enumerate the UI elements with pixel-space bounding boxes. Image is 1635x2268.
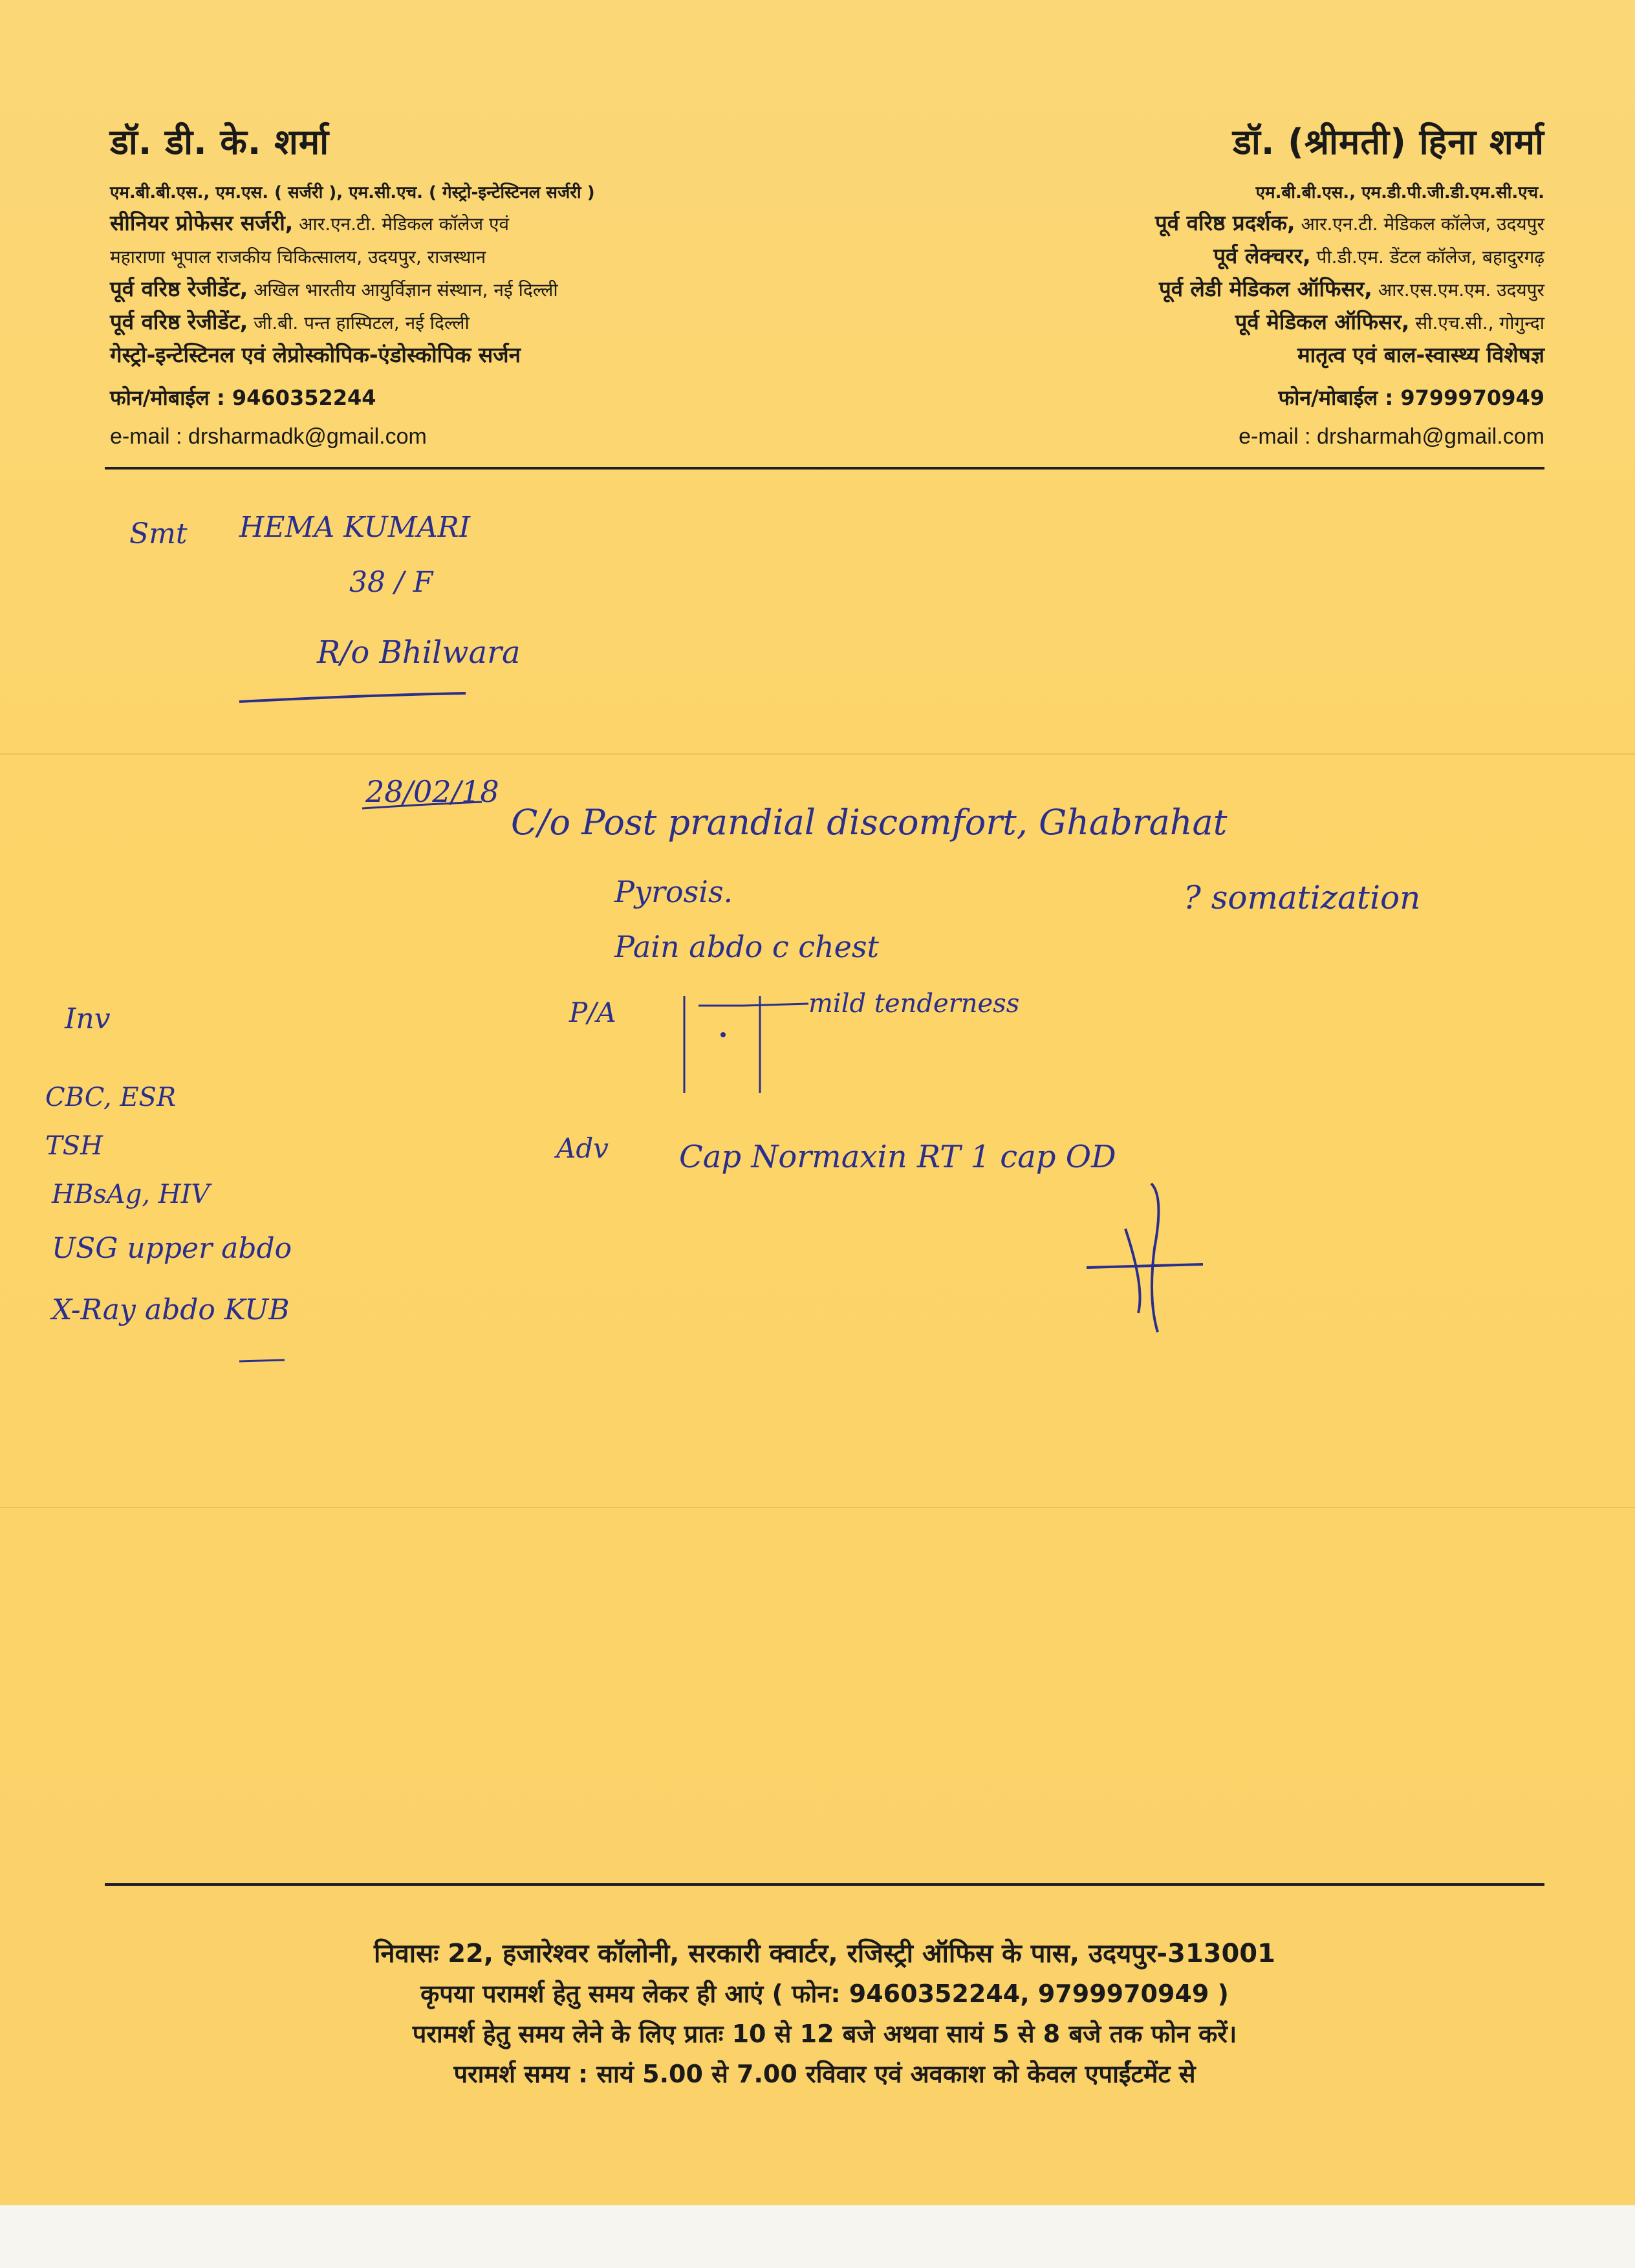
investigation-item: HBsAg, HIV xyxy=(52,1180,210,1209)
complaint-line: Pyrosis. xyxy=(614,874,733,909)
right-doctor-qualification: एम.बी.बी.एस., एम.डी.पी.जी.डी.एम.सी.एच. xyxy=(1255,183,1544,202)
patient-prefix: Smt xyxy=(129,517,188,550)
patient-age-sex: 38 / F xyxy=(349,566,433,599)
end-stroke xyxy=(239,1360,285,1361)
right-doctor-name: डॉ. (श्रीमती) हिना शर्मा xyxy=(1232,122,1544,162)
investigations-label: Inv xyxy=(65,1002,111,1035)
patient-name: HEMA KUMARI xyxy=(239,511,471,544)
right-doctor-phone: फोन/मोबाईल : 9799970949 xyxy=(1278,385,1544,410)
investigation-item: X-Ray abdo KUB xyxy=(52,1293,290,1326)
footer-address: निवासः 22, हजारेश्वर कॉलोनी, सरकारी क्वार्टर, रजिस्ट्री ऑफिस के पास, उदयपुर-313001 xyxy=(374,1939,1275,1969)
investigation-item: USG upper abdo xyxy=(52,1232,292,1265)
right-doctor-line: पूर्व मेडिकल ऑफिसर, सी.एच.सी., गोगुन्दा xyxy=(1235,309,1544,334)
abdomen-sketch xyxy=(684,996,760,1093)
footer-address-block xyxy=(103,1934,1546,2094)
investigation-item: TSH xyxy=(45,1131,103,1161)
left-doctor-line: गेस्ट्रो-इन्टेस्टिनल एवं लेप्रोस्कोपिक-एंडोस्कोपिक सर्जन xyxy=(110,342,521,367)
doctor-signature xyxy=(1087,1183,1203,1332)
complaint-line: Pain abdo c chest xyxy=(614,929,879,964)
footer-divider xyxy=(105,1883,1544,1886)
exam-finding: mild tenderness xyxy=(808,989,1020,1019)
footer-appointment-note: कृपया परामर्श हेतु समय लेकर ही आएं ( फोन: 9460352244, 9799970949 ) xyxy=(420,1980,1229,2008)
left-doctor-line: पूर्व वरिष्ठ रेजीडेंट, जी.बी. पन्त हास्पिटल, नई दिल्ली xyxy=(110,309,470,334)
left-doctor-name: डॉ. डी. के. शर्मा xyxy=(110,122,330,162)
footer-consultation-timings: परामर्श समय : सायं 5.00 से 7.00 रविवार एवं अवकाश को केवल एपाईंटमेंट से xyxy=(453,2060,1196,2088)
left-doctor-line: महाराणा भूपाल राजकीय चिकित्सालय, उदयपुर, राजस्थान xyxy=(110,246,486,268)
right-doctor-line: पूर्व लेक्चरर, पी.डी.एम. डेंटल कॉलेज, बहादुरगढ़ xyxy=(1213,243,1544,268)
pointer-line xyxy=(744,1004,808,1006)
left-doctor-line: पूर्व वरिष्ठ रेजीडेंट, अखिल भारतीय आयुर्विज्ञान संस्थान, नई दिल्ली xyxy=(110,276,558,301)
right-doctor-email: e-mail : drsharmah@gmail.com xyxy=(1239,424,1544,449)
right-doctor-line: पूर्व लेडी मेडिकल ऑफिसर, आर.एस.एम.एम. उदयपुर xyxy=(1158,276,1544,301)
medication: Cap Normaxin RT 1 cap OD xyxy=(679,1139,1116,1175)
investigation-item: CBC, ESR xyxy=(45,1083,177,1112)
exam-label: P/A xyxy=(569,997,616,1028)
left-doctor-line: सीनियर प्रोफेसर सर्जरी, आर.एन.टी. मेडिकल कॉलेज एवं xyxy=(110,210,510,235)
left-doctor-qualification: एम.बी.बी.एस., एम.एस. ( सर्जरी ), एम.सी.एच. ( गेस्ट्रो-इन्टेस्टिनल सर्जरी ) xyxy=(110,183,595,202)
left-doctor-email: e-mail : drsharmadk@gmail.com xyxy=(110,424,427,449)
provisional-diagnosis: ? somatization xyxy=(1184,879,1421,916)
underline-stroke xyxy=(239,693,466,702)
advice-label: Adv xyxy=(556,1132,609,1164)
right-doctor-line: पूर्व वरिष्ठ प्रदर्शक, आर.एन.टी. मेडिकल कॉलेज, उदयपुर xyxy=(1155,210,1544,235)
complaint-line: C/o Post prandial discomfort, Ghabrahat xyxy=(511,802,1228,843)
tender-point-marker xyxy=(720,1032,726,1037)
footer-call-timings: परामर्श हेतु समय लेने के लिए प्रातः 10 से 12 बजे अथवा सायं 5 से 8 बजे तक फोन करें। xyxy=(412,2020,1237,2048)
left-doctor-phone: फोन/मोबाईल : 9460352244 xyxy=(110,385,376,410)
visit-date: 28/02/18 xyxy=(365,774,499,809)
right-doctor-line: मातृत्व एवं बाल-स्वास्थ्य विशेषज्ञ xyxy=(1297,342,1544,367)
patient-address: R/o Bhilwara xyxy=(317,634,521,671)
